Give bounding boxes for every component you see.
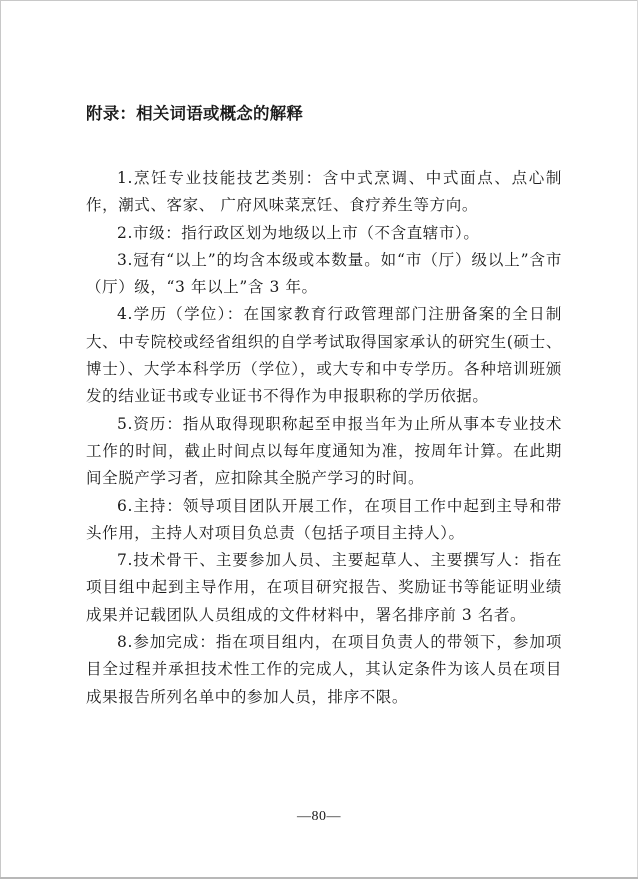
appendix-heading: 附录：相关词语或概念的解释 [86, 104, 304, 123]
definition-item-host: 6.主持：领导项目团队开展工作，在项目工作中起到主导和带头作用，主持人对项目负总责（包括子项目主持人）。 [86, 496, 562, 542]
definition-item-participation: 8.参加完成：指在项目组内，在项目负责人的带领下，参加项目全过程并承担技术性工作的完成人，其认定条件为该人员在项目成果报告所列名单中的参加人员，排序不限。 [86, 633, 562, 706]
definition-item-education: 4.学历（学位）：在国家教育行政管理部门注册备案的全日制大、中专院校或经省组织的自学考试取得国家承认的研究生(硕士、博士）、大学本科学历（学位），或大专和中专学历。各种培训班颁发的结业证书或专业证书不得作为申报职称的学历依据。 [86, 305, 562, 406]
document-page [86, 101, 562, 711]
definition-item-seniority: 5.资历：指从取得现职称起至申报当年为止所从事本专业技术工作的时间，截止时间点以每年度通知为准，按周年计算。在此期间全脱产学习者，应扣除其全脱产学习的时间。 [86, 414, 562, 488]
page-border-left [0, 0, 1, 879]
definition-item-above: 3.冠有“以上”的均含本级或本数量。如“市（厅）级以上”含市（厅）级，“3 年以上”含 3 年。 [86, 250, 562, 297]
definition-item-technical-backbone: 7.技术骨干、主要参加人员、主要起草人、主要撰写人：指在项目组中起到主导作用，在项目研究报告、奖励证书等能证明业绩成果并记载团队人员组成的文件材料中，署名排序前 3 名者。 [86, 551, 562, 624]
definition-item-city-level: 2.市级：指行政区划为地级以上市（不含直辖市）。 [117, 223, 480, 242]
page-number: —80— [297, 809, 341, 824]
definition-item-cooking-categories: 1.烹饪专业技能技艺类别：含中式烹调、中式面点、点心制作，潮式、客家、 广府风味菜烹饪、食疗养生等方向。 [86, 169, 562, 215]
page-border-top [0, 0, 638, 1]
